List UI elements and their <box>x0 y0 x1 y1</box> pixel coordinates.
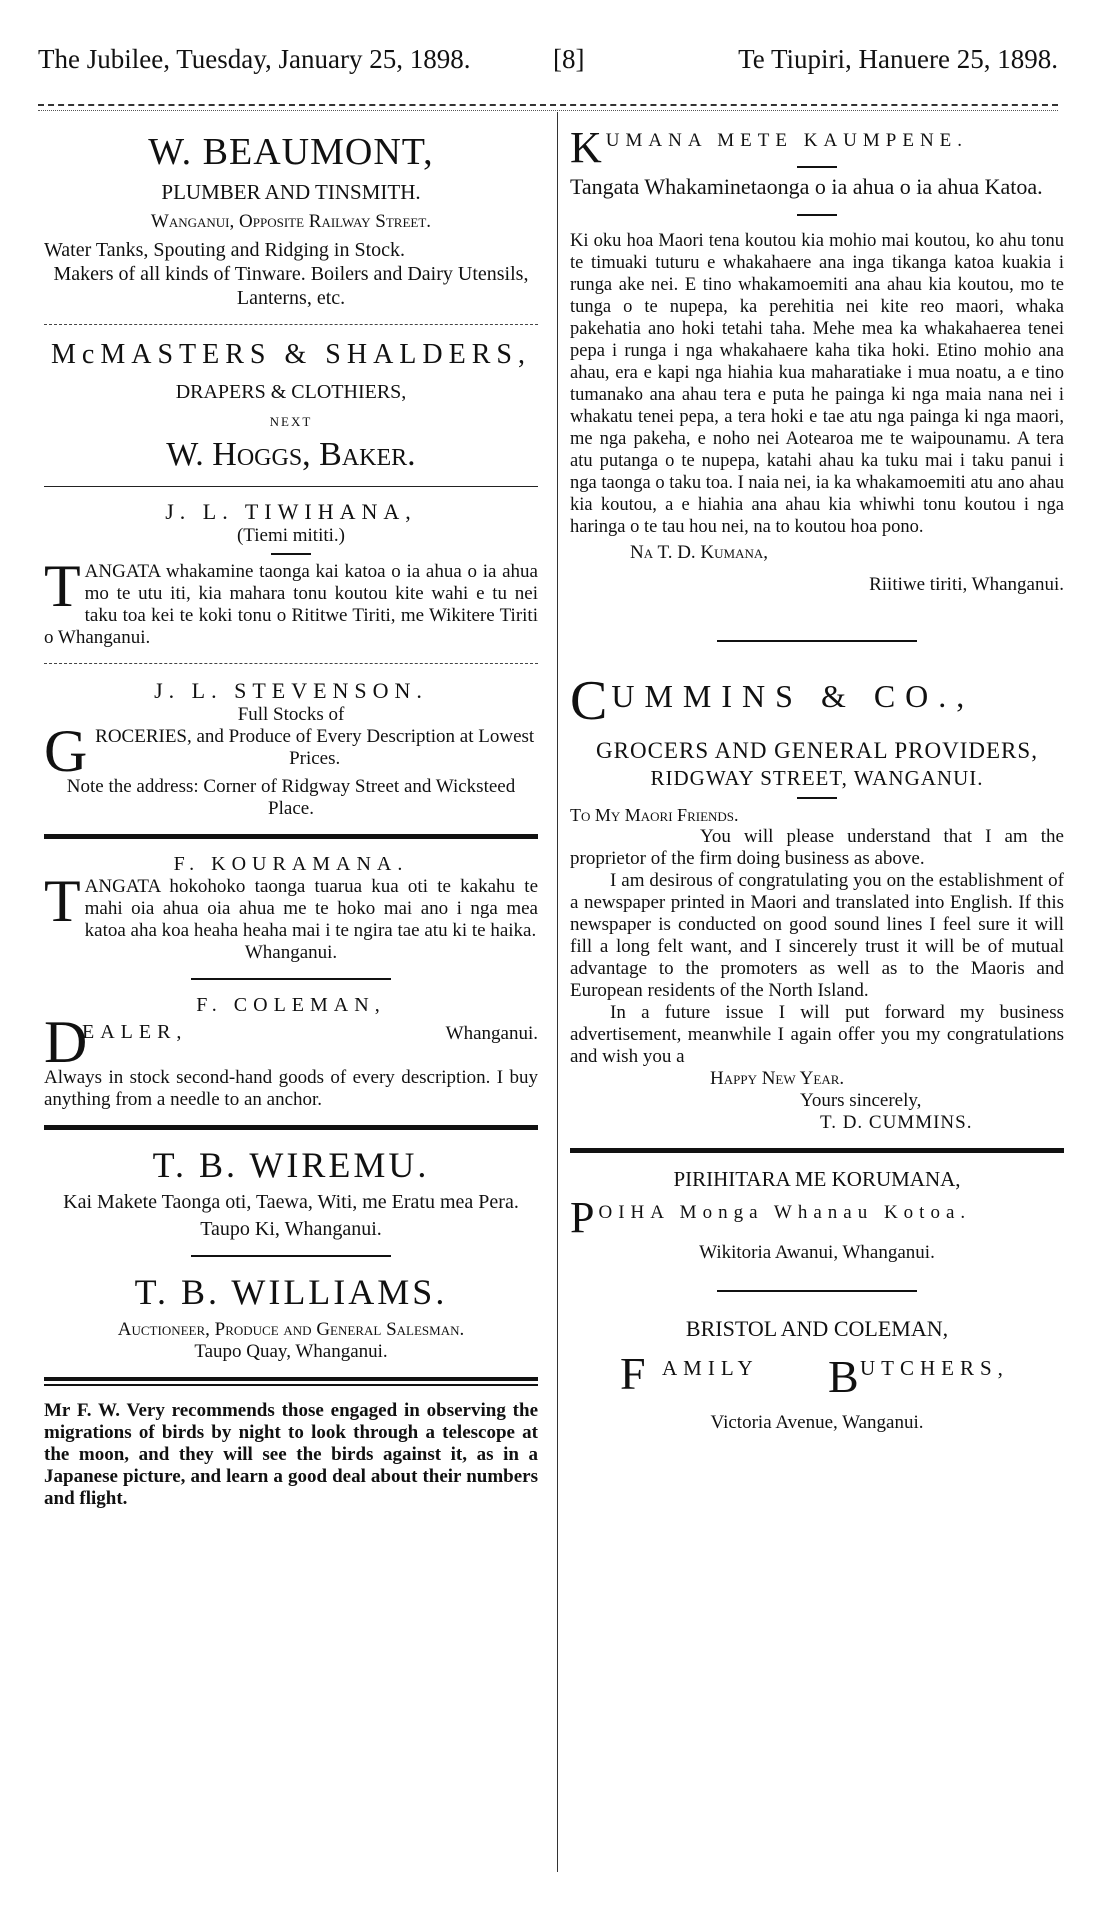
ad-pirihitara <box>570 1167 1064 1264</box>
tiwihana-name: J. L. TIWIHANA, <box>165 499 417 524</box>
dropcap-k: K <box>570 123 602 172</box>
cummins-sign: T. D. CUMMINS. <box>820 1112 973 1133</box>
beaumont-address: Wanganui, Opposite Railway Street. <box>150 211 432 232</box>
cummins-salutation: To My Maori Friends. <box>570 805 739 825</box>
hoggs-baker: W. Hoggs, Baker. <box>166 436 416 473</box>
divider <box>44 486 538 487</box>
ad-williams <box>44 1271 538 1363</box>
divider <box>717 640 917 642</box>
pirihitara-row <box>570 1193 1064 1242</box>
divider <box>191 978 391 980</box>
cummins-hny: Happy New Year. <box>710 1068 845 1089</box>
ad-kouramana <box>44 853 538 964</box>
divider <box>717 1290 917 1292</box>
williams-place: Taupo Quay, Whanganui. <box>194 1341 388 1362</box>
divider-double <box>44 1377 538 1386</box>
stevenson-sub: Full Stocks of <box>237 704 345 725</box>
mcmasters-trade: DRAPERS & CLOTHIERS, <box>175 381 407 403</box>
divider-thick <box>570 1148 1064 1153</box>
wiremu-text: Kai Makete Taonga oti, Taewa, Witi, me Eratu mea Pera. <box>63 1191 519 1213</box>
coleman-trade: EALER, <box>82 1021 188 1043</box>
cummins-name: UMMINS & CO., <box>611 678 975 714</box>
left-column <box>44 130 538 1510</box>
header-maori-date: Te Tiupiri, Hanuere 25, 1898. <box>738 44 1058 74</box>
tiwihana-body <box>44 553 538 649</box>
cummins-trade: GROCERS AND GENERAL PROVIDERS, <box>596 738 1038 763</box>
coleman-place: Whanganui. <box>445 1023 538 1044</box>
bristol-name: BRISTOL AND COLEMAN, <box>685 1316 949 1341</box>
cummins-p2: I am desirous of congratulating you on the establishment of a newspaper printed in Maori and translated into English. If this newspaper is conducted on good sound lines I feel sure it will fill a long felt want, and I sincerely trust it will be of mutual advantage to the promoters as well as to the Maoris and European residents of the North Island. <box>570 870 1064 1001</box>
dropcap-t: T <box>44 553 81 619</box>
cummins-address: RIDGWAY STREET, WANGANUI. <box>650 766 984 790</box>
stevenson-text: ROCERIES, and Produce of Every Description at Lowest Prices. <box>95 726 535 769</box>
beaumont-trade: PLUMBER AND TINSMITH. <box>161 180 421 204</box>
ad-wiremu <box>44 1144 538 1241</box>
beaumont-line1: Water Tanks, Spouting and Ridging in Stock. <box>44 239 406 261</box>
column-divider <box>557 112 558 1872</box>
header-rule-secondary <box>38 110 1058 111</box>
coleman-name: F. COLEMAN, <box>196 994 386 1016</box>
stevenson-name: J. L. STEVENSON. <box>154 678 428 703</box>
pirihitara-place: Wikitoria Awanui, Whanganui. <box>699 1242 935 1263</box>
kouramana-name: F. KOURAMANA. <box>173 853 409 875</box>
cummins-p1: You will please understand that I am the proprietor of the firm doing business as above. <box>570 826 1064 869</box>
pirihitara-name: PIRIHITARA ME KORUMANA, <box>673 1167 961 1191</box>
ad-mcmasters <box>44 339 538 474</box>
kouramana-body <box>44 868 538 942</box>
coleman-text: Always in stock second-hand goods of every description. I buy anything from a needle to an anchor. <box>44 1067 538 1110</box>
short-rule <box>797 166 837 168</box>
page-header <box>38 44 1058 94</box>
kumana-sign-place: Riitiwe tiriti, Whanganui. <box>869 574 1064 595</box>
bristol-family: AMILY <box>662 1356 759 1380</box>
beaumont-line2: Makers of all kinds of Tinware. Boilers and Dairy Utensils, Lanterns, etc. <box>53 263 529 309</box>
dropcap-c: C <box>570 670 608 732</box>
kumana-text: Ki oku hoa Maori tena koutou kia mohio mai koutou, ko ahu tonu te timuaki tuturu e whakahaere ana inga tikanga katoa kuakia i runga ake nei. E tino whakamoemiti ana ahau kia koutou, mo te tunga o te nupepa, ka perehitia nei kite reo maori, whaka pakehatia ano hoki tetahi taha. Mehe mea ka whakahaerea tenei pepa i runga i nga whakahaere kaha tika hoki. Etino mohio ana ahau, era e kapi nga hiahia kua maharatiake i mua noatu, a e tino tumanako ana ahau tera e puta he painga ki nga maia nana nei i whakatu tenei pepa, a tera hoki e tae atu nga painga ki nga maori, me nga pakeha, e noho nei Aotearoa me te waipounamu. A tera atu putanga o te nupepa, katahi ahau ka tuku mai i taku panui i nga taonga o taku toa. I naia nei, ia ka whakamoemiti atu ano ahau kia koutou, a e hiahia ana ahau kia whiwhi tonu koutou i nga haringa o te tau hou nei, na to koutou hoa pono. <box>570 231 1064 537</box>
bristol-row <box>570 1348 1064 1402</box>
kumana-sub: Tangata Whakaminetaonga o ia ahua o ia ahua Katoa. <box>570 174 1043 199</box>
divider-thick <box>44 834 538 839</box>
mcmasters-next: NEXT <box>269 414 313 429</box>
ad-coleman <box>44 994 538 1111</box>
stevenson-note: Note the address: Corner of Ridgway Street and Wicksteed Place. <box>66 776 516 819</box>
tiwihana-text: ANGATA whakamine taonga kai katoa o ia ahua o ia ahua mo te utu iti, kia mahara tonu koutou kite wahi e tu nei taku toa kei te koki tonu o Rititwe Tiriti, me Wikitere Tiriti o Whanganui. <box>44 561 538 648</box>
beaumont-name: W. BEAUMONT, <box>148 131 434 173</box>
bristol-place: Victoria Avenue, Wanganui. <box>710 1412 924 1433</box>
kumana-heading <box>570 123 1064 172</box>
wiremu-name: T. B. WIREMU. <box>152 1145 430 1185</box>
cummins-heading <box>570 670 1064 732</box>
telescope-note: Mr F. W. Very recommends those engaged in observing the migrations of birds by night to look through a telescope at the moon, and they will see the birds against it, as in a Japanese picture, and learn a good deal about their numbers and flight. <box>44 1400 538 1509</box>
cummins-yours: Yours sincerely, <box>800 1090 922 1111</box>
williams-text: Auctioneer, Produce and General Salesman. <box>117 1319 465 1340</box>
dropcap-d: D <box>44 1009 88 1075</box>
divider-thick <box>44 1125 538 1130</box>
right-column <box>570 123 1064 1434</box>
pirihitara-text: OIHA Monga Whanau Kotoa. <box>598 1202 972 1223</box>
wiremu-place: Taupo Ki, Whanganui. <box>200 1218 382 1240</box>
dropcap-g: G <box>44 718 88 784</box>
stevenson-body <box>44 718 538 784</box>
header-rule <box>38 104 1058 106</box>
ad-bristol <box>570 1316 1064 1434</box>
kumana-sign: Na T. D. Kumana, <box>630 542 769 563</box>
short-rule <box>797 797 837 799</box>
ad-stevenson <box>44 678 538 820</box>
divider <box>44 663 538 664</box>
cummins-p3: In a future issue I will put forward my business advertisement, meanwhile I again offer you my congratulations and wish you a <box>570 1002 1064 1067</box>
mcmasters-name: McMASTERS & SHALDERS, <box>51 339 531 370</box>
kouramana-text: ANGATA hokohoko taonga tuarua kua oti te kakahu te mahi oia ahua oia ahua me te hoko mai ano i nga mea katoa aha koa heaha heaha mai i te ngira tae atu ki te haika. <box>84 876 538 941</box>
kumana-name: UMANA METE KAUMPENE. <box>605 130 969 151</box>
coleman-dealer-row <box>44 1009 538 1075</box>
dropcap-f: F <box>620 1348 646 1399</box>
williams-name: T. B. WILLIAMS. <box>134 1272 448 1312</box>
dropcap-p: P <box>570 1193 595 1242</box>
ad-cummins <box>570 670 1064 1134</box>
header-english-date: The Jubilee, Tuesday, January 25, 1898. <box>38 44 471 74</box>
dropcap-b: B <box>828 1351 859 1402</box>
tiwihana-sub: (Tiemi mititi.) <box>236 525 346 546</box>
ad-beaumont <box>44 130 538 310</box>
page-number: [8] <box>553 44 585 74</box>
short-rule <box>797 214 837 216</box>
ad-kumana <box>570 123 1064 596</box>
bristol-butchers: UTCHERS, <box>860 1356 1009 1380</box>
short-rule <box>271 553 311 555</box>
dropcap-t: T <box>44 868 81 934</box>
divider <box>191 1255 391 1257</box>
ad-tiwihana <box>44 499 538 649</box>
kouramana-place: Whanganui. <box>244 942 338 963</box>
divider <box>44 324 538 325</box>
